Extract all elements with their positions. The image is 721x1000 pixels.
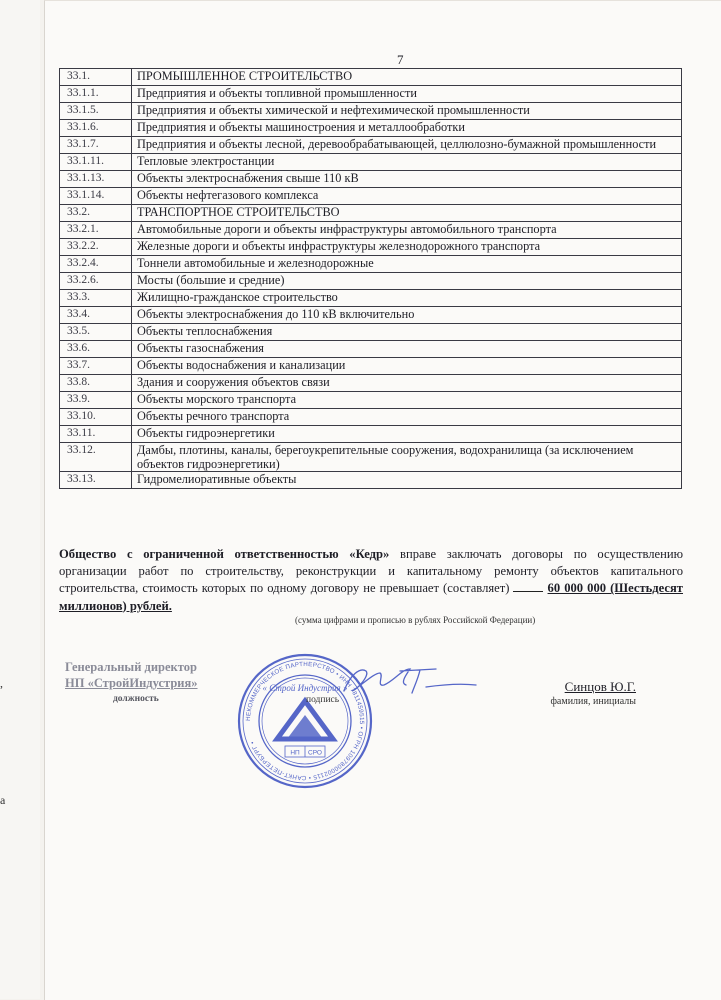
category-code: 33.13. [60,472,132,489]
adjacent-page-edge [0,0,40,999]
category-code: 33.6. [60,341,132,358]
stamp-emblem-icon [277,701,333,739]
table-row [60,341,682,358]
category-name: Жилищно-гражданское строительство [132,290,682,307]
category-name: ПРОМЫШЛЕННОЕ СТРОИТЕЛЬСТВО [132,69,682,86]
statement-paragraph [59,546,683,615]
category-code: 33.4. [60,307,132,324]
table-row [60,358,682,375]
stamp-badge-sro: СРО [308,749,322,757]
category-code: 33.9. [60,392,132,409]
table-row [60,392,682,409]
table-row [60,239,682,256]
table-row [60,103,682,120]
table-row [60,120,682,137]
category-name: Гидромелиоративные объекты [132,472,682,489]
category-name: Объекты нефтегазового комплекса [132,188,682,205]
category-name: Объекты газоснабжения [132,341,682,358]
category-name: Предприятия и объекты химической и нефтехимической промышленности [132,103,682,120]
category-code: 33.1.11. [60,154,132,171]
table-row [60,154,682,171]
category-name: Мосты (большие и средние) [132,273,682,290]
table-row [60,273,682,290]
category-code: 33.2.2. [60,239,132,256]
category-code: 33.7. [60,358,132,375]
category-name: Объекты электроснабжения свыше 110 кВ [132,171,682,188]
table-row [60,188,682,205]
category-name: Объекты гидроэнергетики [132,426,682,443]
organization-name: НП «СтройИндустрия» [65,676,198,690]
category-name: Объекты теплоснабжения [132,324,682,341]
name-caption: фамилия, инициалы [550,696,636,707]
table-row [60,324,682,341]
category-name: Предприятия и объекты лесной, деревообрабатывающей, целлюлозно-бумажной промышленности [132,137,682,154]
category-code: 33.1.6. [60,120,132,137]
contract-amount: 60 000 000 (Шестьдесят миллионов) рублей. [59,581,683,613]
handwritten-signature [340,661,480,701]
statement-text: вправе заключать договоры по осуществлению организации работ по строительству, реконструкции и капитальному ремонту объектов капитального строительства, стоимость которых по одному договору не превышает (составляет) [59,547,684,596]
category-name: Объекты речного транспорта [132,409,682,426]
table-row [60,290,682,307]
left-edge-fragment: , [0,676,3,690]
category-name: Объекты морского транспорта [132,392,682,409]
category-code: 33.3. [60,290,132,307]
signatory-name-block [506,679,636,707]
category-name: Объекты водоснабжения и канализации [132,358,682,375]
category-name: Автомобильные дороги и объекты инфраструктуры автомобильного транспорта [132,222,682,239]
table-row [60,375,682,392]
stamp-badge-np: НП [290,749,300,757]
category-code: 33.5. [60,324,132,341]
category-code: 33.1.7. [60,137,132,154]
table-row [60,426,682,443]
signatory-name: Синцов Ю.Г. [564,679,636,694]
category-name: Дамбы, плотины, каналы, берегоукрепительные сооружения, водохранилища (за исключением объектов гидроэнергетики) [132,443,682,472]
category-name: Тоннели автомобильные и железнодорожные [132,256,682,273]
table-row [60,472,682,489]
position-title: Генеральный директор [65,660,197,674]
work-categories-table [59,68,682,489]
table-row [60,443,682,472]
table-row [60,137,682,154]
table-row [60,307,682,324]
table-row [60,256,682,273]
table-row [60,171,682,188]
page-number: 7 [397,52,404,67]
table-row [60,69,682,86]
category-code: 33.2.6. [60,273,132,290]
category-code: 33.1.5. [60,103,132,120]
category-code: 33.2.4. [60,256,132,273]
category-code: 33.1.1. [60,86,132,103]
signature-caption: подпись [306,695,340,705]
document-page [44,0,721,1000]
stamp-inner-text: « Строй Индустрия » [262,683,348,693]
category-name: Объекты электроснабжения до 110 кВ включительно [132,307,682,324]
category-name: Предприятия и объекты топливной промышленности [132,86,682,103]
table-row [60,205,682,222]
table-row [60,86,682,103]
category-name: Железные дороги и объекты инфраструктуры железнодорожного транспорта [132,239,682,256]
category-code: 33.1. [60,69,132,86]
category-code: 33.1.13. [60,171,132,188]
company-name: Общество с ограниченной ответственностью «Кедр» [59,547,390,561]
category-code: 33.11. [60,426,132,443]
left-edge-fragment: a [0,793,6,807]
amount-blank [513,591,543,592]
category-name: Предприятия и объекты машиностроения и металлообработки [132,120,682,137]
category-name: ТРАНСПОРТНОЕ СТРОИТЕЛЬСТВО [132,205,682,222]
category-code: 33.2. [60,205,132,222]
position-caption: должность [113,694,159,704]
table-row [60,409,682,426]
category-name: Тепловые электростанции [132,154,682,171]
table-row [60,222,682,239]
amount-note: (сумма цифрами и прописью в рублях Российской Федерации) [295,615,536,625]
stamp-ring-text: НЕКОММЕРЧЕСКОЕ ПАРТНЕРСТВО • ИНН 7811459515 • ОГРН 1097800002115 • САНКТ-ПЕТЕРБУРГ • [244,660,366,782]
category-code: 33.12. [60,443,132,472]
category-code: 33.10. [60,409,132,426]
category-code: 33.2.1. [60,222,132,239]
category-code: 33.8. [60,375,132,392]
category-name: Здания и сооружения объектов связи [132,375,682,392]
category-code: 33.1.14. [60,188,132,205]
